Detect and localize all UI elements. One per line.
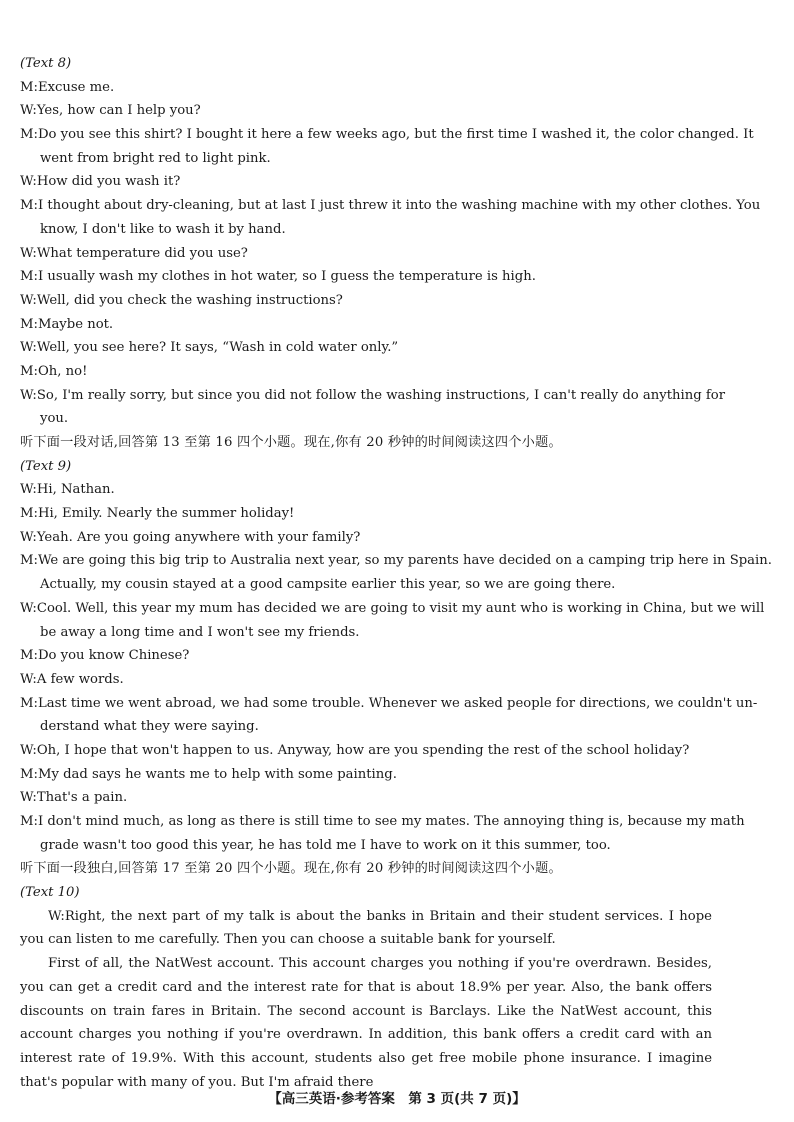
document-body: [20, 52, 772, 1094]
dialogue-line: M:I usually wash my clothes in hot water, so I guess the temperature is high.: [20, 269, 536, 285]
dialogue-line-continued: know, I don't like to wash it by hand.: [40, 221, 286, 237]
dialogue-line: M:My dad says he wants me to help with some painting.: [20, 766, 397, 782]
dialogue-line: M:Last time we went abroad, we had some trouble. Whenever we asked people for directions, we couldn't un-: [20, 695, 758, 711]
dialogue-line: M:Do you see this shirt? I bought it here a few weeks ago, but the first time I washed it, the color changed. It: [20, 127, 754, 143]
dialogue-line: M:We are going this big trip to Australia next year, so my parents have decided on a camping trip here in Spain.: [20, 553, 772, 569]
dialogue-line: W:What temperature did you use?: [20, 245, 248, 261]
instruction-text: 听下面一段独白,回答第 17 至第 20 四个小题。现在,你有 20 秒钟的时间阅读这四个小题。: [20, 861, 562, 877]
dialogue-line: W:Yes, how can I help you?: [20, 103, 201, 119]
dialogue-line-continued: derstand what they were saying.: [40, 719, 259, 735]
dialogue-line: W:How did you wash it?: [20, 174, 181, 190]
dialogue-line-continued: grade wasn't too good this year, he has told me I have to work on it this summer, too.: [40, 837, 611, 853]
dialogue-line: W:A few words.: [20, 671, 124, 687]
dialogue-line: M:Hi, Emily. Nearly the summer holiday!: [20, 506, 295, 522]
dialogue-line: M:I thought about dry-cleaning, but at last I just threw it into the washing machine with my other clothes. You: [20, 198, 761, 214]
dialogue-line-continued: Actually, my cousin stayed at a good campsite earlier this year, so we are going there.: [40, 577, 616, 593]
dialogue-line: M:I don't mind much, as long as there is still time to see my mates. The annoying thing is, because my math: [20, 814, 745, 829]
dialogue-line-continued: went from bright red to light pink.: [40, 150, 271, 166]
dialogue-line: W:That's a pain.: [20, 790, 128, 806]
dialogue-line-continued: you.: [40, 411, 69, 427]
instruction-text: 听下面一段对话,回答第 13 至第 16 四个小题。现在,你有 20 秒钟的时间阅读这四个小题。: [20, 435, 562, 450]
dialogue-line: W:Oh, I hope that won't happen to us. Anyway, how are you spending the rest of the school holiday?: [20, 742, 690, 758]
text10-label: (Text 10): [20, 885, 80, 901]
dialogue-line: W:Cool. Well, this year my mum has decided we are going to visit my aunt who is working in China, but we will: [20, 600, 765, 616]
dialogue-line: W:Yeah. Are you going anywhere with your family?: [20, 529, 361, 545]
text8-label: (Text 8): [20, 56, 72, 71]
dialogue-line: M:Oh, no!: [20, 363, 88, 379]
monologue-paragraph: First of all, the NatWest account. This account charges you nothing if you're overdrawn. Besides, you can get a credit card and the interest rate for that is about 18.9% per year. Also, the bank offers discounts on train fares in Britain. The second account is Barclays. Like the NatWest account, this account charges you nothing if you're overdrawn. In addition, this bank offers a credit card with an interest rate of 19.9%. With this account, students also get free mobile phone insurance. I imagine that's popular with many of you. But I'm afraid there: [20, 956, 712, 1090]
monologue-paragraph: W:Right, the next part of my talk is about the banks in Britain and their student services. I hope you can listen to me carefully. Then you can choose a suitable bank for yourself.: [20, 908, 712, 948]
page-footer: 【高三英语·参考答案 第 3 页(共 7 页)】: [268, 1091, 526, 1107]
dialogue-line: W:Hi, Nathan.: [20, 482, 115, 498]
dialogue-line: W:Well, you see here? It says, “Wash in cold water only.”: [20, 340, 399, 356]
dialogue-line: M:Maybe not.: [20, 316, 114, 332]
text9-label: (Text 9): [20, 458, 72, 474]
dialogue-line-continued: be away a long time and I won't see my friends.: [40, 624, 360, 640]
dialogue-line: W:Well, did you check the washing instructions?: [20, 292, 343, 308]
dialogue-line: W:So, I'm really sorry, but since you did not follow the washing instructions, I can't really do anything for: [20, 387, 725, 403]
dialogue-line: M:Excuse me.: [20, 79, 115, 95]
dialogue-line: M:Do you know Chinese?: [20, 648, 190, 664]
